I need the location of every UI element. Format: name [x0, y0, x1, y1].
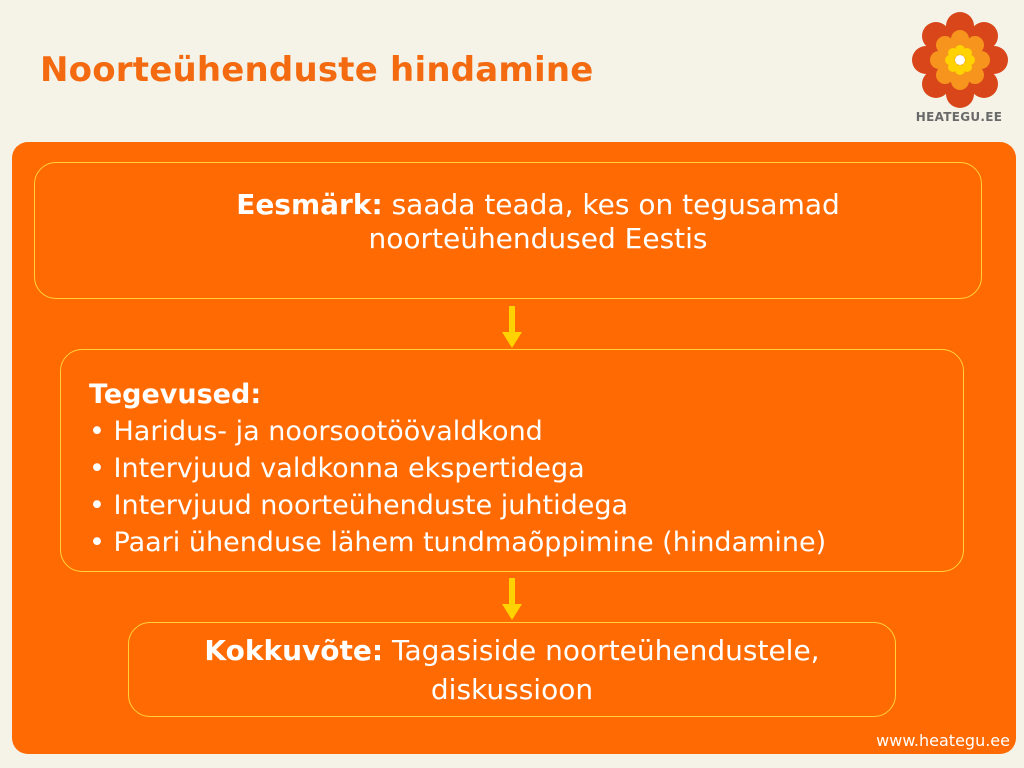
summary-label: Kokkuvõte: — [204, 633, 384, 667]
goal-text: saada teada, kes on tegusamad noorteühendused Eestis — [368, 187, 840, 255]
down-arrow-icon — [502, 578, 522, 620]
goal-box — [34, 162, 982, 299]
activities-box — [60, 349, 964, 572]
list-item: • Intervjuud valdkonna ekspertidega — [89, 453, 585, 484]
content-panel — [12, 142, 1016, 754]
summary-text: Tagasiside noorteühendustele, diskussioon — [391, 633, 820, 706]
down-arrow-icon — [502, 306, 522, 348]
activities-heading: Tegevused: — [89, 379, 262, 410]
list-item: • Intervjuud noorteühenduste juhtidega — [89, 490, 629, 521]
flower-logo-icon — [908, 10, 1010, 110]
summary-content — [143, 631, 881, 709]
slide-title: Noorteühenduste hindamine — [40, 50, 594, 90]
list-item: • Haridus- ja noorsootöövaldkond — [89, 416, 543, 447]
summary-box — [128, 622, 896, 717]
goal-content — [155, 188, 921, 256]
goal-label: Eesmärk: — [236, 187, 383, 221]
list-item: • Paari ühenduse lähem tundmaõppimine (hindamine) — [89, 527, 827, 558]
footer-url: www.heategu.ee — [876, 731, 1010, 750]
heategu-logo — [908, 10, 1010, 134]
logo-text: HEATEGU.EE — [915, 110, 1003, 124]
